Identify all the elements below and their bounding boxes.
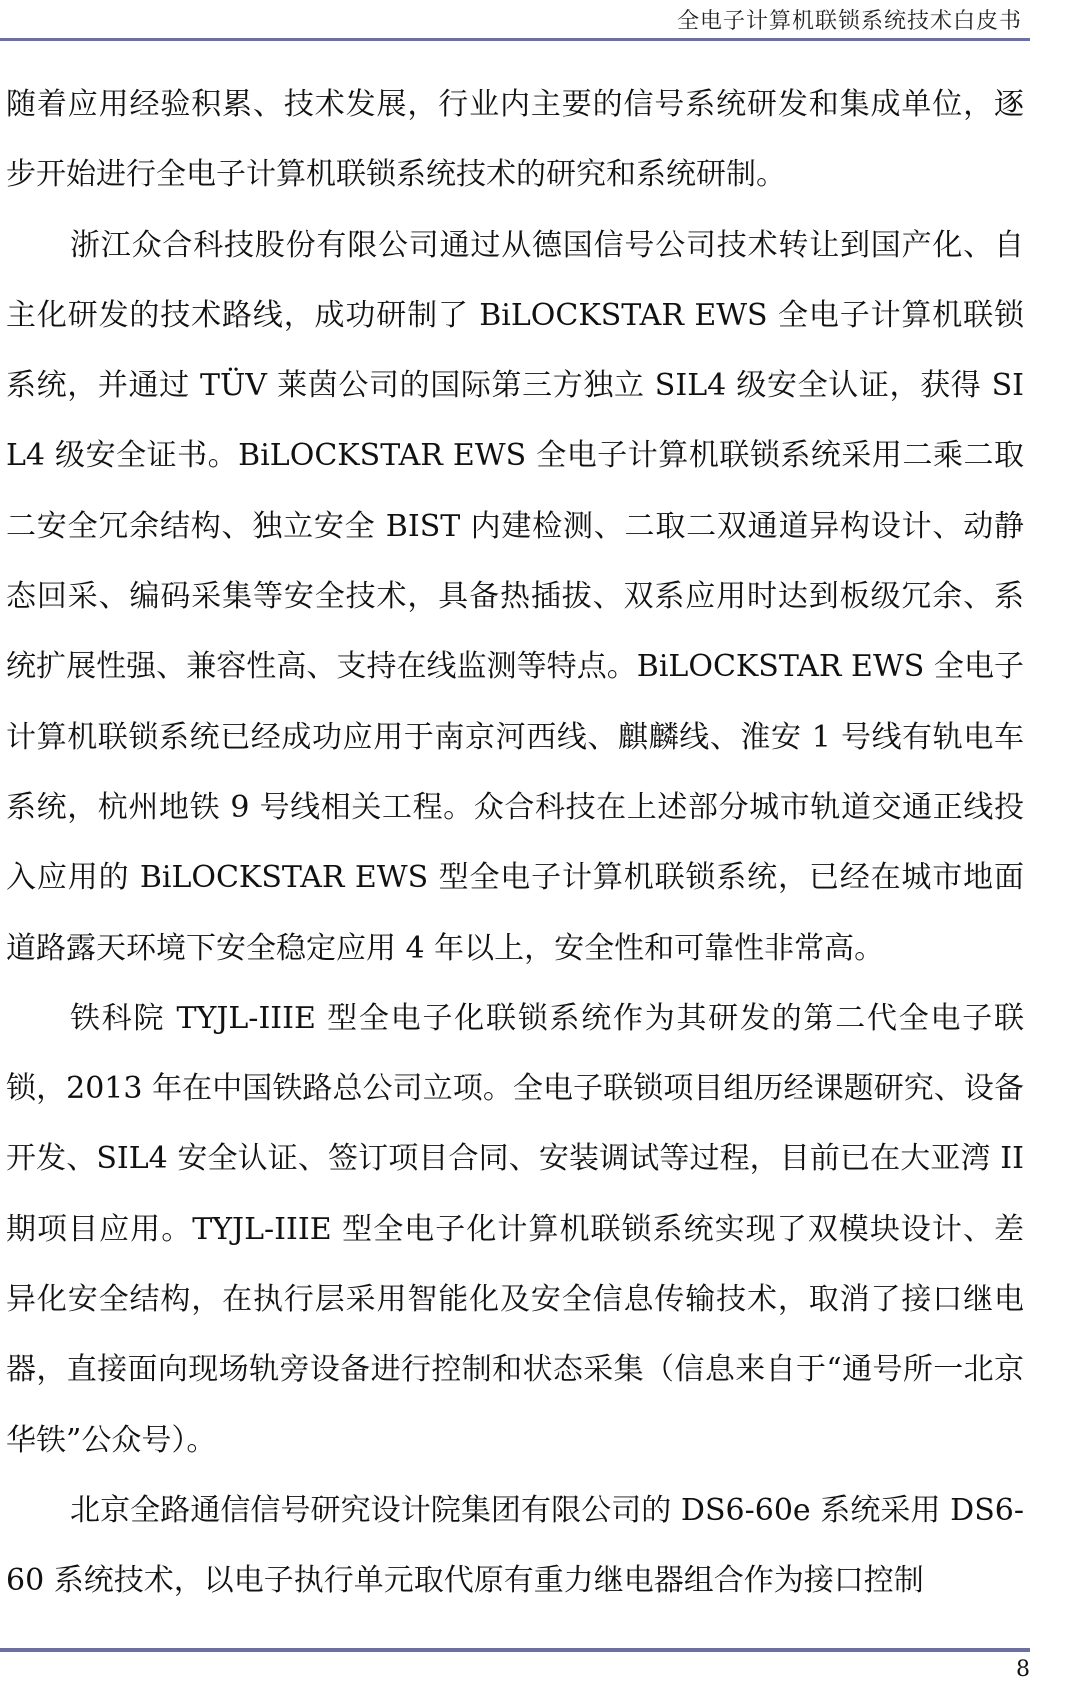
page-number: 8 bbox=[1016, 1657, 1030, 1682]
footer-rule bbox=[0, 1648, 1030, 1652]
paragraph-crscd: 北京全路通信信号研究设计院集团有限公司的 DS6-60e 系统采用 DS6-60 系统技术，以电子执行单元取代原有重力继电器组合作为接口控制 bbox=[6, 1492, 1024, 1599]
running-header-title: 全电子计算机联锁系统技术白皮书 bbox=[676, 9, 1022, 34]
header-rule bbox=[0, 38, 1030, 41]
paragraph-tieke: 铁科院 TYJL-IIIE 型全电子化联锁系统作为其研发的第二代全电子联锁，2013 年在中国铁路总公司立项。全电子联锁项目组历经课题研究、设备开发、SIL4 安全认证、签订项目合同、安装调试等过程，目前已在大亚湾 II 期项目应用。TYJL-IIIE 型全电子化计算机联锁系统实现了双模块设计、差异化安全结构，在执行层采用智能化及安全信息传输技术，取消了接口继电器，直接面向现场轨旁设备进行控制和状态采集（信息来自于“通号所一北京华铁”公众号）。 bbox=[6, 1000, 1024, 1458]
paragraph-continuation: 随着应用经验积累、技术发展，行业内主要的信号系统研发和集成单位，逐步开始进行全电子计算机联锁系统技术的研究和系统研制。 bbox=[6, 87, 1024, 193]
paragraph-zhonghe: 浙江众合科技股份有限公司通过从德国信号公司技术转让到国产化、自主化研发的技术路线，成功研制了 BiLOCKSTAR EWS 全电子计算机联锁系统，并通过 TÜV 莱茵公司的国际第三方独立 SIL4 级安全认证，获得 SIL4 级安全证书。BiLOCKSTAR EWS 全电子计算机联锁系统采用二乘二取二安全冗余结构、独立安全 BIST 内建检测、二取二双通道异构设计、动静态回采、编码采集等安全技术，具备热插拔、双系应用时达到板级冗余、系统扩展性强、兼容性高、支持在线监测等特点。BiLOCKSTAR EWS 全电子计算机联锁系统已经成功应用于南京河西线、麒麟线、淮安 1 号线有轨电车系统，杭州地铁 9 号线相关工程。众合科技在上述部分城市轨道交通正线投入应用的 BiLOCKSTAR EWS 型全电子计算机联锁系统，已经在城市地面道路露天环境下安全稳定应用 4 年以上，安全性和可靠性非常高。 bbox=[6, 227, 1024, 966]
body-text bbox=[6, 70, 1024, 1617]
